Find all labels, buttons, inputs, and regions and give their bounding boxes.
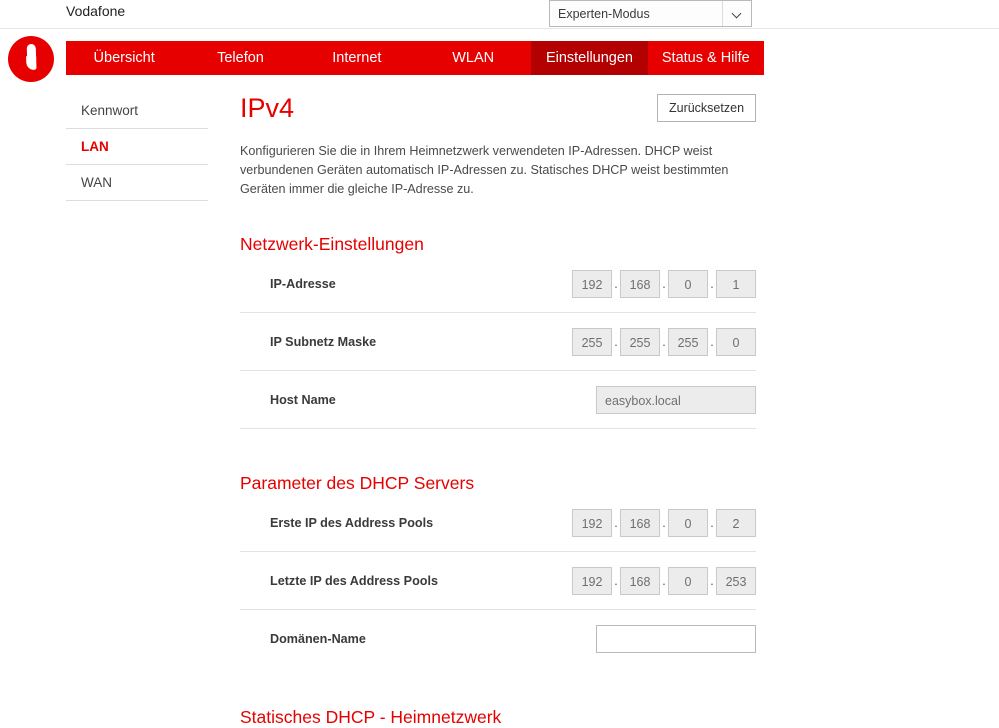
separator-dot: .: [710, 334, 714, 349]
nav-item-status-hilfe[interactable]: Status & Hilfe: [661, 50, 750, 66]
row-label-letzte-ip-pool: Letzte IP des Address Pools: [270, 573, 438, 588]
chevron-down-icon: [722, 1, 751, 26]
main-content: [240, 90, 756, 728]
sidebar-item-wan[interactable]: WAN: [66, 165, 208, 201]
separator-dot: .: [614, 515, 618, 530]
erste-ip-pool-octet-4[interactable]: 2: [716, 509, 756, 537]
ip-adresse-octet-1[interactable]: 192: [572, 270, 612, 298]
row-label-subnetz-maske: IP Subnetz Maske: [270, 334, 377, 349]
row-domaenen-name: [240, 610, 756, 667]
ip-adresse-octet-3[interactable]: 0: [668, 270, 708, 298]
letzte-ip-pool-octet-4[interactable]: 253: [716, 567, 756, 595]
domaenen-name-fields: [596, 625, 756, 653]
separator-dot: .: [614, 334, 618, 349]
erste-ip-pool-octet-3[interactable]: 0: [668, 509, 708, 537]
mode-select[interactable]: [549, 0, 752, 27]
erste-ip-pool-octet-2[interactable]: 168: [620, 509, 660, 537]
subnetz-maske-octet-3[interactable]: 255: [668, 328, 708, 356]
separator-dot: .: [614, 276, 618, 291]
erste-ip-pool-fields: [572, 509, 756, 537]
host-name-input[interactable]: easybox.local: [596, 386, 756, 414]
brand-name: Vodafone: [66, 3, 126, 19]
section-title-static-dhcp: Statisches DHCP - Heimnetzwerk: [240, 707, 502, 727]
row-letzte-ip-pool: [240, 552, 756, 610]
subnetz-maske-octet-4[interactable]: 0: [716, 328, 756, 356]
nav-item-telefon[interactable]: Telefon: [217, 50, 264, 66]
letzte-ip-pool-octet-3[interactable]: 0: [668, 567, 708, 595]
erste-ip-pool-octet-1[interactable]: 192: [572, 509, 612, 537]
separator-dot: .: [662, 573, 666, 588]
separator-dot: .: [662, 515, 666, 530]
nav-item-uebersicht[interactable]: Übersicht: [93, 50, 155, 66]
separator-dot: .: [662, 276, 666, 291]
nav-item-internet[interactable]: Internet: [332, 50, 382, 66]
letzte-ip-pool-octet-2[interactable]: 168: [620, 567, 660, 595]
row-host-name: [240, 371, 756, 429]
top-bar: [0, 0, 999, 29]
section-title-dhcp: Parameter des DHCP Servers: [240, 473, 475, 493]
row-label-ip-adresse: IP-Adresse: [270, 276, 336, 291]
sidebar-item-kennwort[interactable]: Kennwort: [66, 93, 208, 129]
intro-text: Konfigurieren Sie die in Ihrem Heimnetzwerk verwendeten IP-Adressen. DHCP weist verbundenen Geräten automatisch IP-Adressen zu. Statisches DHCP weist bestimmten Geräten immer die gleiche IP-Adresse zu.: [240, 144, 729, 196]
sidebar: [66, 93, 208, 201]
row-label-erste-ip-pool: Erste IP des Address Pools: [270, 515, 434, 530]
row-erste-ip-pool: [240, 494, 756, 552]
row-ip-adresse: [240, 255, 756, 313]
subnetz-maske-octet-2[interactable]: 255: [620, 328, 660, 356]
section-title-network: Netzwerk-Einstellungen: [240, 234, 424, 254]
row-subnetz-maske: [240, 313, 756, 371]
ip-adresse-fields: [572, 270, 756, 298]
domaenen-name-input[interactable]: [596, 625, 756, 653]
main-navigation: [66, 41, 764, 75]
nav-item-wlan[interactable]: WLAN: [452, 50, 495, 66]
vodafone-logo-icon: [8, 36, 54, 82]
mode-select-value: Experten-Modus: [558, 6, 650, 21]
separator-dot: .: [710, 276, 714, 291]
separator-dot: .: [710, 515, 714, 530]
reset-button[interactable]: Zurücksetzen: [657, 94, 756, 122]
row-label-domaenen-name: Domänen-Name: [270, 631, 366, 646]
ip-adresse-octet-4[interactable]: 1: [716, 270, 756, 298]
letzte-ip-pool-fields: [572, 567, 756, 595]
separator-dot: .: [710, 573, 714, 588]
separator-dot: .: [614, 573, 618, 588]
page-title: IPv4: [240, 93, 295, 123]
sidebar-item-lan[interactable]: LAN: [66, 129, 208, 165]
subnetz-maske-fields: [572, 328, 756, 356]
letzte-ip-pool-octet-1[interactable]: 192: [572, 567, 612, 595]
subnetz-maske-octet-1[interactable]: 255: [572, 328, 612, 356]
nav-item-einstellungen[interactable]: Einstellungen: [531, 41, 647, 75]
host-name-fields: [596, 386, 756, 414]
separator-dot: .: [662, 334, 666, 349]
ip-adresse-octet-2[interactable]: 168: [620, 270, 660, 298]
row-label-host-name: Host Name: [270, 392, 336, 407]
